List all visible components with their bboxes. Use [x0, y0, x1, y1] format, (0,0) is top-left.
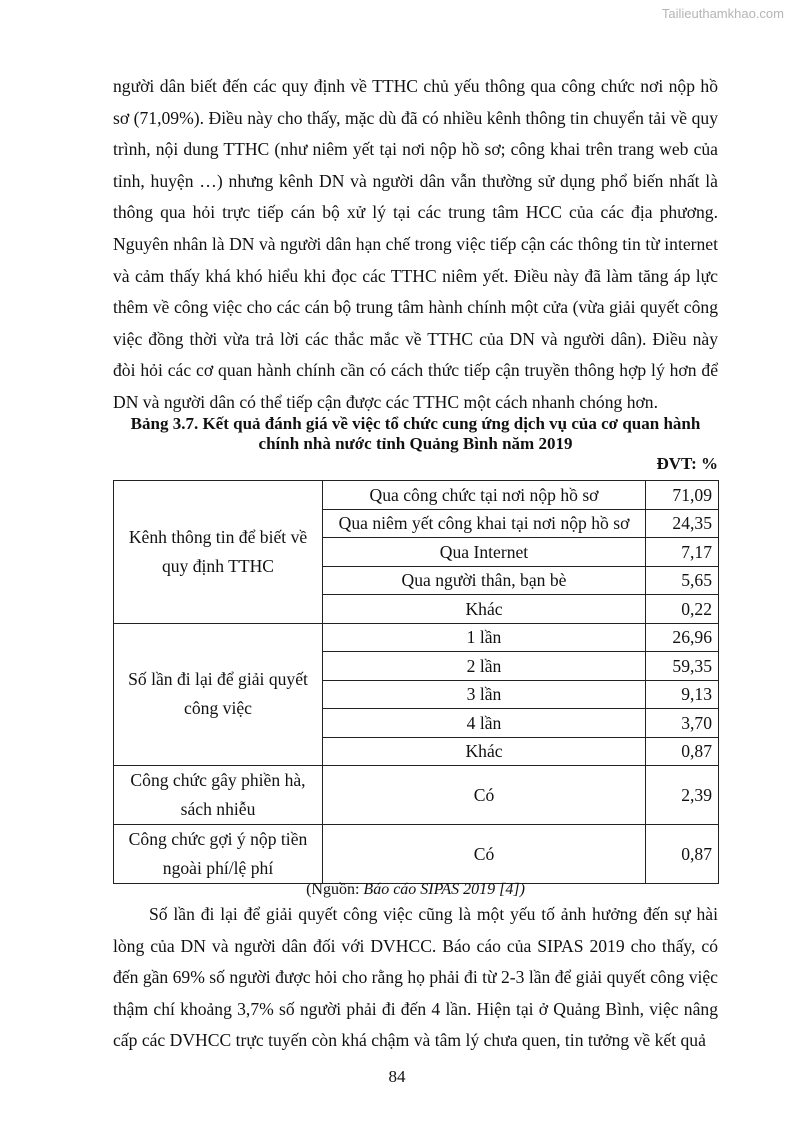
table-caption: [113, 414, 718, 454]
group-label: Số lần đi lại để giải quyết công việc: [114, 623, 323, 766]
results-table: [113, 480, 719, 884]
table-unit: ĐVT: %: [656, 454, 718, 473]
item-cell: 4 lần: [323, 709, 646, 738]
value-cell: 59,35: [646, 652, 719, 681]
watermark: Tailieuthamkhao.com: [661, 6, 784, 21]
item-cell: 3 lần: [323, 680, 646, 709]
value-cell: 0,87: [646, 737, 719, 766]
value-cell: 0,87: [646, 825, 719, 884]
table-caption-line-1: Bảng 3.7. Kết quả đánh giá về việc tổ chức cung ứng dịch vụ của cơ quan hành: [130, 414, 701, 433]
group-label: Kênh thông tin để biết về quy định TTHC: [114, 481, 323, 624]
group-label: Công chức gợi ý nộp tiền ngoài phí/lệ phí: [114, 825, 323, 884]
table-row: [114, 623, 719, 652]
value-cell: 0,22: [646, 595, 719, 624]
item-cell: Qua người thân, bạn bè: [323, 566, 646, 595]
source-title: Báo cáo SIPAS 2019 [4]): [363, 881, 525, 898]
item-cell: Có: [323, 766, 646, 825]
table-row: [114, 481, 719, 510]
value-cell: 26,96: [646, 623, 719, 652]
group-label: Công chức gây phiền hà, sách nhiễu: [114, 766, 323, 825]
table-caption-line-2: chính nhà nước tỉnh Quảng Bình năm 2019: [258, 434, 573, 453]
item-cell: 1 lần: [323, 623, 646, 652]
value-cell: 24,35: [646, 509, 719, 538]
item-cell: Qua công chức tại nơi nộp hồ sơ: [323, 481, 646, 510]
table-row: [114, 766, 719, 825]
item-cell: Qua niêm yết công khai tại nơi nộp hồ sơ: [323, 509, 646, 538]
value-cell: 3,70: [646, 709, 719, 738]
source-prefix: (Nguồn:: [306, 881, 364, 898]
item-cell: Khác: [323, 595, 646, 624]
table-row: [114, 825, 719, 884]
value-cell: 9,13: [646, 680, 719, 709]
value-cell: 71,09: [646, 481, 719, 510]
item-cell: Khác: [323, 737, 646, 766]
table-source: [113, 881, 718, 899]
value-cell: 7,17: [646, 538, 719, 567]
item-cell: Qua Internet: [323, 538, 646, 567]
item-cell: Có: [323, 825, 646, 884]
page-number: 84: [388, 1067, 406, 1086]
body-paragraph-1: người dân biết đến các quy định về TTHC chủ yếu thông qua công chức nơi nộp hồ sơ (71,09%). Điều này cho thấy, mặc dù đã có nhiều kênh thông tin chuyển tải về quy trình, nội dung TTHC (như niêm yết tại nơi nộp hồ sơ; công khai trên trang web của tỉnh, huyện …) nhưng kênh DN và người dân vẫn thường sử dụng phổ biến nhất là thông qua hỏi trực tiếp cán bộ xử lý tại các trung tâm HCC của các địa phương. Nguyên nhân là DN và người dân hạn chế trong việc tiếp cận các thông tin từ internet và cảm thấy khá khó hiểu khi đọc các TTHC niêm yết. Điều này đã làm tăng áp lực thêm về công việc cho các cán bộ trung tâm hành chính một cửa (vừa giải quyết công việc đồng thời vừa trả lời các thắc mắc về TTHC của DN và người dân). Điều này đòi hỏi các cơ quan hành chính cần có cách thức tiếp cận truyền thông hợp lý hơn để DN và người dân có thể tiếp cận được các TTHC một cách nhanh chóng hơn.: [113, 76, 718, 412]
body-paragraph-2: Số lần đi lại để giải quyết công việc cũng là một yếu tố ảnh hưởng đến sự hài lòng của DN và người dân đối với DVHCC. Báo cáo của SIPAS 2019 cho thấy, có đến gần 69% số người được hỏi cho rằng họ phải đi từ 2-3 lần để giải quyết công việc thậm chí khoảng 3,7% số người phải đi đến 4 lần. Hiện tại ở Quảng Bình, việc nâng cấp các DVHCC trực tuyến còn khá chậm và tâm lý chưa quen, tin tưởng về kết quả: [113, 904, 718, 1051]
value-cell: 5,65: [646, 566, 719, 595]
value-cell: 2,39: [646, 766, 719, 825]
item-cell: 2 lần: [323, 652, 646, 681]
